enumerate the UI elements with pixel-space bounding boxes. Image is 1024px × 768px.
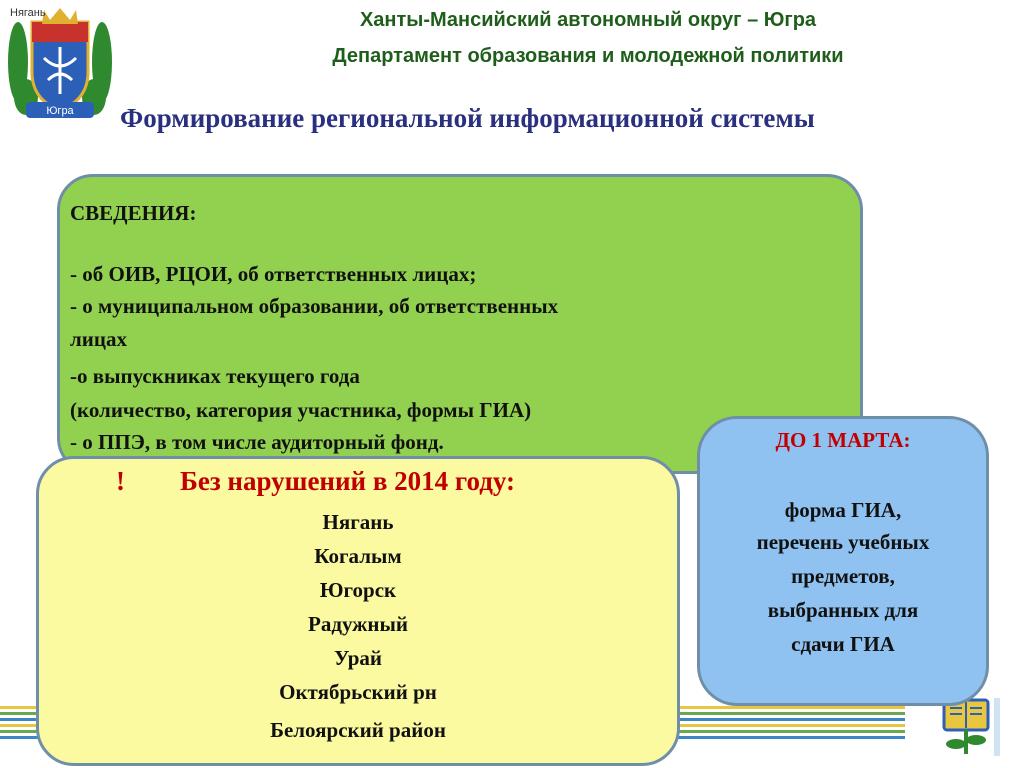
exclamation-mark: ! [116, 466, 125, 496]
corner-label: Нягань [10, 7, 46, 19]
deadline-line: перечень учебных [756, 530, 930, 554]
green-box-line: - о ППЭ, в том числе аудиторный фонд. [70, 430, 444, 454]
deadline-line: сдачи ГИА [791, 632, 895, 656]
green-box-line: -о выпускниках текущего года [70, 364, 360, 388]
emblem-ribbon-text: Югра [46, 105, 74, 117]
green-box-heading: СВЕДЕНИЯ: [70, 201, 197, 225]
deadline-line: предметов, [791, 564, 895, 588]
slide-title: Формирование региональной информационной системы [120, 103, 815, 133]
city-list-item: Радужный [308, 612, 408, 636]
city-list-item: Нягань [322, 510, 394, 534]
city-list-item: Октябрьский рн [279, 680, 437, 704]
deadline-line: выбранных для [767, 598, 919, 622]
header-department-title: Департамент образования и молодежной политики [332, 45, 844, 67]
coat-of-arms-emblem-icon [4, 2, 116, 126]
no-violations-title: Без нарушений в 2014 году: [180, 466, 516, 496]
green-box-line: - об ОИВ, РЦОИ, об ответственных лицах; [70, 262, 477, 286]
city-list-item: Урай [334, 646, 382, 670]
green-box-line: (количество, категория участника, формы ГИА) [70, 398, 532, 422]
city-list-item: Югорск [319, 578, 397, 602]
city-list-item: Когалым [314, 544, 402, 568]
green-box-line: - о муниципальном образовании, об ответственных [70, 294, 559, 318]
header-region-title: Ханты-Мансийский автономный округ – Югра [359, 9, 817, 31]
deadline-line: форма ГИА, [784, 498, 902, 522]
deadline-title: ДО 1 МАРТА: [775, 428, 911, 452]
green-box-line: лицах [70, 327, 127, 351]
deadline-box-blue [697, 416, 989, 706]
city-list-item: Белоярский район [270, 718, 446, 742]
